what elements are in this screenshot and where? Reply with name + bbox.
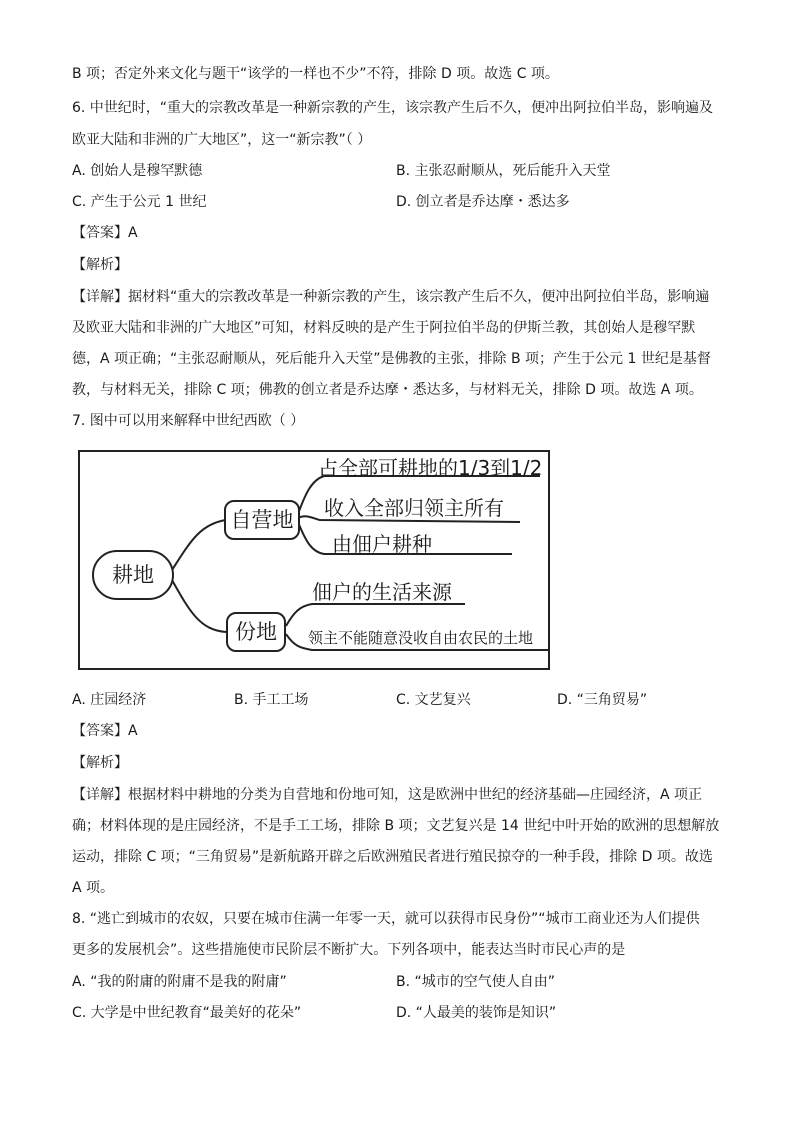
mind-map-diagram xyxy=(78,450,550,670)
demesne-item: 占全部可耕地的1/3到1/2 xyxy=(318,456,543,480)
demesne-item: 由佃户耕种 xyxy=(332,532,432,556)
q7-analysis-label: 【解析】 xyxy=(72,755,128,771)
demesne-item: 收入全部归领主所有 xyxy=(324,496,504,520)
q6-analysis-label: 【解析】 xyxy=(72,257,128,273)
text-line: B 项；否定外来文化与题干“该学的一样也不少”不符，排除 D 项。故选 C 项。 xyxy=(72,66,559,82)
tenant-land-item: 领主不能随意没收自由农民的土地 xyxy=(308,629,534,647)
question-6-stem-cont: 欧亚大陆和非洲的广大地区”，这一“新宗教”（ ） xyxy=(72,132,372,148)
q6-detail-line: 德，A 项正确；“主张忍耐顺从，死后能升入天堂”是佛教的主张，排除 B 项；产生于公元 1 世纪是基督 xyxy=(72,351,711,367)
q7-detail-line: 确；材料体现的是庄园经济，不是手工工场，排除 B 项；文艺复兴是 14 世纪中叶开始的欧洲的思想解放 xyxy=(72,818,720,834)
branch-node-tenant-land: 份地 xyxy=(226,612,286,652)
question-6-stem: 6. 中世纪时，“重大的宗教改革是一种新宗教的产生，该宗教产生后不久，便冲出阿拉伯半岛，影响遍及 xyxy=(72,100,714,116)
branch-node-demesne: 自营地 xyxy=(224,500,300,540)
q7-option-d: D. “三角贸易” xyxy=(557,692,648,708)
question-8-stem-cont: 更多的发展机会”。这些措施使市民阶层不断扩大。下列各项中，能表达当时市民心声的是 xyxy=(72,942,626,958)
q7-option-b: B. 手工工场 xyxy=(234,692,309,708)
q6-detail-line: 及欧亚大陆和非洲的广大地区”可知，材料反映的是产生于阿拉伯半岛的伊斯兰教，其创始人是穆罕默 xyxy=(72,320,696,336)
q8-option-a: A. “我的附庸的附庸不是我的附庸” xyxy=(72,974,287,990)
q6-option-c: C. 产生于公元 1 世纪 xyxy=(72,194,207,210)
question-8-stem: 8. “逃亡到城市的农奴，只要在城市住满一年零一天，就可以获得市民身份”“城市工商业还为人们提供 xyxy=(72,911,700,927)
q8-option-b: B. “城市的空气使人自由” xyxy=(396,974,556,990)
q7-detail-line: 运动，排除 C 项；“三角贸易”是新航路开辟之后欧洲殖民者进行殖民掠夺的一种手段，排除 D 项。故选 xyxy=(72,849,713,865)
q7-answer: 【答案】A xyxy=(72,723,138,739)
q7-detail-line: A 项。 xyxy=(72,880,115,896)
tenant-land-item: 佃户的生活来源 xyxy=(312,580,452,604)
q7-option-a: A. 庄园经济 xyxy=(72,692,147,708)
q6-option-b: B. 主张忍耐顺从，死后能升入天堂 xyxy=(396,163,611,179)
q8-option-c: C. 大学是中世纪教育“最美好的花朵” xyxy=(72,1005,302,1021)
q8-option-d: D. “人最美的装饰是知识” xyxy=(396,1005,557,1021)
q7-detail-line: 【详解】根据材料中耕地的分类为自营地和份地可知，这是欧洲中世纪的经济基础—庄园经济，A 项正 xyxy=(72,787,703,803)
root-node: 耕地 xyxy=(92,550,174,600)
q6-answer: 【答案】A xyxy=(72,225,138,241)
q6-option-d: D. 创立者是乔达摩・悉达多 xyxy=(396,194,570,210)
q6-detail-line: 【详解】据材料“重大的宗教改革是一种新宗教的产生，该宗教产生后不久，便冲出阿拉伯半岛，影响遍 xyxy=(72,289,710,305)
q6-option-a: A. 创始人是穆罕默德 xyxy=(72,163,203,179)
question-7-stem: 7. 图中可以用来解释中世纪西欧（ ） xyxy=(72,413,305,429)
q6-detail-line: 教，与材料无关，排除 C 项；佛教的创立者是乔达摩・悉达多，与材料无关，排除 D 项。故选 A 项。 xyxy=(72,382,703,398)
q7-option-c: C. 文艺复兴 xyxy=(396,692,471,708)
